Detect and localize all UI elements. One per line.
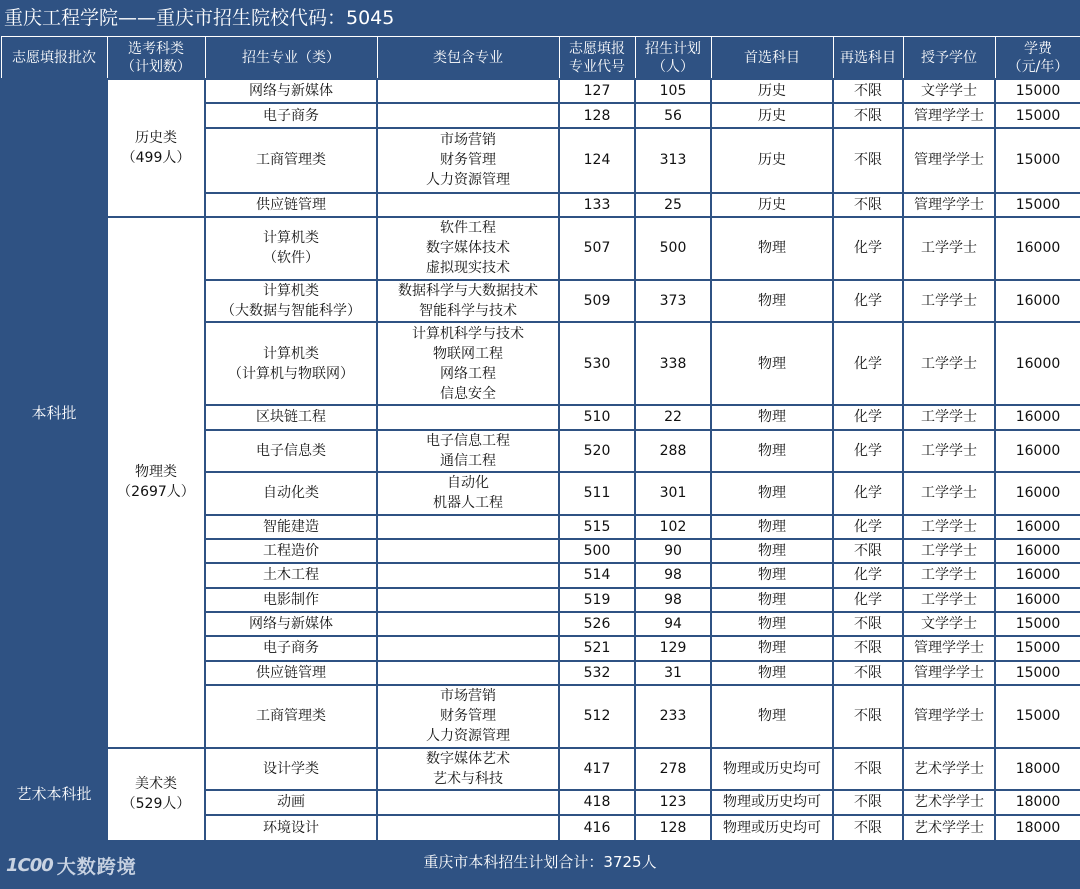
first-subject-cell: 物理 — [711, 563, 833, 587]
header-includes: 类包含专业 — [377, 37, 559, 80]
major-cell: 环境设计 — [205, 815, 377, 841]
code-cell: 124 — [559, 128, 635, 193]
first-subject-cell: 物理或历史均可 — [711, 748, 833, 791]
includes-cell: 计算机科学与技术 物联网工程 网络工程 信息安全 — [377, 322, 559, 405]
second-subject-cell: 不限 — [833, 79, 903, 103]
includes-cell: 电子信息工程 通信工程 — [377, 430, 559, 473]
fee-cell: 16000 — [995, 280, 1080, 323]
plan-cell: 102 — [635, 515, 711, 539]
major-cell: 计算机类 （计算机与物联网） — [205, 322, 377, 405]
fee-cell: 16000 — [995, 588, 1080, 612]
major-cell: 网络与新媒体 — [205, 79, 377, 103]
footer — [0, 842, 1080, 889]
fee-cell: 15000 — [995, 612, 1080, 636]
second-subject-cell: 不限 — [833, 193, 903, 217]
fee-cell: 16000 — [995, 217, 1080, 280]
degree-cell: 管理学学士 — [903, 636, 995, 660]
second-subject-cell: 不限 — [833, 748, 903, 791]
header-major: 招生专业（类） — [205, 37, 377, 80]
major-cell: 工程造价 — [205, 539, 377, 563]
fee-cell: 16000 — [995, 472, 1080, 515]
major-cell: 区块链工程 — [205, 405, 377, 429]
code-cell: 510 — [559, 405, 635, 429]
first-subject-cell: 物理 — [711, 539, 833, 563]
degree-cell: 工学学士 — [903, 588, 995, 612]
major-cell: 动画 — [205, 790, 377, 814]
code-cell: 416 — [559, 815, 635, 841]
second-subject-cell: 不限 — [833, 612, 903, 636]
includes-cell — [377, 588, 559, 612]
second-subject-cell: 不限 — [833, 790, 903, 814]
batch-cell: 艺术本科批 — [1, 748, 107, 841]
code-cell: 511 — [559, 472, 635, 515]
header-code: 志愿填报 专业代号 — [559, 37, 635, 80]
plan-cell: 123 — [635, 790, 711, 814]
degree-cell: 工学学士 — [903, 563, 995, 587]
first-subject-cell: 历史 — [711, 128, 833, 193]
plan-cell: 128 — [635, 815, 711, 841]
plan-cell: 22 — [635, 405, 711, 429]
plan-cell: 94 — [635, 612, 711, 636]
includes-cell — [377, 563, 559, 587]
second-subject-cell: 不限 — [833, 815, 903, 841]
major-cell: 自动化类 — [205, 472, 377, 515]
includes-cell — [377, 515, 559, 539]
includes-cell: 软件工程 数字媒体技术 虚拟现实技术 — [377, 217, 559, 280]
code-cell: 128 — [559, 103, 635, 127]
header-plan: 招生计划 （人） — [635, 37, 711, 80]
second-subject-cell: 化学 — [833, 472, 903, 515]
fee-cell: 15000 — [995, 128, 1080, 193]
major-cell: 供应链管理 — [205, 661, 377, 685]
code-cell: 521 — [559, 636, 635, 660]
degree-cell: 工学学士 — [903, 322, 995, 405]
degree-cell: 艺术学学士 — [903, 815, 995, 841]
first-subject-cell: 物理或历史均可 — [711, 815, 833, 841]
plan-cell: 105 — [635, 79, 711, 103]
includes-cell — [377, 790, 559, 814]
includes-cell — [377, 661, 559, 685]
first-subject-cell: 物理 — [711, 322, 833, 405]
includes-cell — [377, 539, 559, 563]
second-subject-cell: 化学 — [833, 588, 903, 612]
code-cell: 417 — [559, 748, 635, 791]
major-cell: 设计学类 — [205, 748, 377, 791]
code-cell: 530 — [559, 322, 635, 405]
first-subject-cell: 物理 — [711, 280, 833, 323]
admission-plan-table — [0, 36, 1080, 842]
code-cell: 514 — [559, 563, 635, 587]
header-category: 选考科类 （计划数） — [107, 37, 205, 80]
plan-cell: 288 — [635, 430, 711, 473]
second-subject-cell: 化学 — [833, 405, 903, 429]
includes-cell: 市场营销 财务管理 人力资源管理 — [377, 685, 559, 748]
first-subject-cell: 历史 — [711, 103, 833, 127]
first-subject-cell: 物理或历史均可 — [711, 790, 833, 814]
category-cell: 历史类 （499人） — [107, 79, 205, 217]
first-subject-cell: 物理 — [711, 588, 833, 612]
second-subject-cell: 不限 — [833, 685, 903, 748]
degree-cell: 文学学士 — [903, 79, 995, 103]
header-batch: 志愿填报批次 — [1, 37, 107, 80]
plan-cell: 373 — [635, 280, 711, 323]
plan-cell: 278 — [635, 748, 711, 791]
fee-cell: 18000 — [995, 815, 1080, 841]
plan-cell: 31 — [635, 661, 711, 685]
first-subject-cell: 物理 — [711, 430, 833, 473]
second-subject-cell: 化学 — [833, 322, 903, 405]
degree-cell: 工学学士 — [903, 472, 995, 515]
major-cell: 网络与新媒体 — [205, 612, 377, 636]
category-cell: 美术类 （529人） — [107, 748, 205, 841]
plan-cell: 313 — [635, 128, 711, 193]
first-subject-cell: 历史 — [711, 79, 833, 103]
includes-cell — [377, 405, 559, 429]
major-cell: 智能建造 — [205, 515, 377, 539]
header-fee: 学费 （元/年） — [995, 37, 1080, 80]
table-row — [1, 748, 1080, 791]
code-cell: 526 — [559, 612, 635, 636]
plan-cell: 233 — [635, 685, 711, 748]
second-subject-cell: 不限 — [833, 636, 903, 660]
total-plan-text: 重庆市本科招生计划合计：3725人 — [423, 853, 657, 871]
degree-cell: 文学学士 — [903, 612, 995, 636]
fee-cell: 18000 — [995, 790, 1080, 814]
table-row — [1, 79, 1080, 103]
fee-cell: 16000 — [995, 515, 1080, 539]
major-cell: 计算机类 （大数据与智能科学） — [205, 280, 377, 323]
second-subject-cell: 不限 — [833, 128, 903, 193]
includes-cell: 数字媒体艺术 艺术与科技 — [377, 748, 559, 791]
fee-cell: 16000 — [995, 322, 1080, 405]
major-cell: 电子商务 — [205, 636, 377, 660]
fee-cell: 16000 — [995, 430, 1080, 473]
code-cell: 515 — [559, 515, 635, 539]
major-cell: 工商管理类 — [205, 128, 377, 193]
fee-cell: 15000 — [995, 193, 1080, 217]
code-cell: 133 — [559, 193, 635, 217]
degree-cell: 工学学士 — [903, 515, 995, 539]
code-cell: 418 — [559, 790, 635, 814]
includes-cell — [377, 79, 559, 103]
first-subject-cell: 物理 — [711, 217, 833, 280]
second-subject-cell: 化学 — [833, 217, 903, 280]
second-subject-cell: 不限 — [833, 103, 903, 127]
fee-cell: 18000 — [995, 748, 1080, 791]
first-subject-cell: 历史 — [711, 193, 833, 217]
plan-cell: 90 — [635, 539, 711, 563]
degree-cell: 管理学学士 — [903, 685, 995, 748]
fee-cell: 16000 — [995, 405, 1080, 429]
includes-cell: 数据科学与大数据技术 智能科学与技术 — [377, 280, 559, 323]
major-cell: 计算机类 （软件） — [205, 217, 377, 280]
degree-cell: 工学学士 — [903, 217, 995, 280]
fee-cell: 15000 — [995, 103, 1080, 127]
degree-cell: 艺术学学士 — [903, 790, 995, 814]
code-cell: 519 — [559, 588, 635, 612]
code-cell: 509 — [559, 280, 635, 323]
fee-cell: 15000 — [995, 685, 1080, 748]
fee-cell: 16000 — [995, 539, 1080, 563]
brand-logo — [6, 850, 137, 880]
code-cell: 500 — [559, 539, 635, 563]
includes-cell: 自动化 机器人工程 — [377, 472, 559, 515]
degree-cell: 工学学士 — [903, 280, 995, 323]
table-header-row — [1, 37, 1080, 80]
plan-cell: 301 — [635, 472, 711, 515]
first-subject-cell: 物理 — [711, 515, 833, 539]
second-subject-cell: 不限 — [833, 539, 903, 563]
fee-cell: 15000 — [995, 79, 1080, 103]
header-degree: 授予学位 — [903, 37, 995, 80]
second-subject-cell: 化学 — [833, 280, 903, 323]
code-cell: 512 — [559, 685, 635, 748]
first-subject-cell: 物理 — [711, 636, 833, 660]
second-subject-cell: 不限 — [833, 661, 903, 685]
degree-cell: 艺术学学士 — [903, 748, 995, 791]
header-first-subject: 首选科目 — [711, 37, 833, 80]
plan-cell: 98 — [635, 563, 711, 587]
degree-cell: 管理学学士 — [903, 193, 995, 217]
second-subject-cell: 化学 — [833, 563, 903, 587]
major-cell: 土木工程 — [205, 563, 377, 587]
plan-cell: 129 — [635, 636, 711, 660]
code-cell: 532 — [559, 661, 635, 685]
fee-cell: 15000 — [995, 661, 1080, 685]
batch-cell: 本科批 — [1, 79, 107, 748]
logo-mark-icon: 1C00 — [6, 854, 53, 876]
table-row — [1, 217, 1080, 280]
includes-cell — [377, 612, 559, 636]
major-cell: 供应链管理 — [205, 193, 377, 217]
degree-cell: 工学学士 — [903, 405, 995, 429]
second-subject-cell: 化学 — [833, 430, 903, 473]
includes-cell — [377, 193, 559, 217]
major-cell: 电子商务 — [205, 103, 377, 127]
first-subject-cell: 物理 — [711, 612, 833, 636]
plan-cell: 25 — [635, 193, 711, 217]
code-cell: 520 — [559, 430, 635, 473]
degree-cell: 工学学士 — [903, 430, 995, 473]
major-cell: 电影制作 — [205, 588, 377, 612]
code-cell: 127 — [559, 79, 635, 103]
header-second-subject: 再选科目 — [833, 37, 903, 80]
plan-cell: 56 — [635, 103, 711, 127]
major-cell: 电子信息类 — [205, 430, 377, 473]
degree-cell: 管理学学士 — [903, 103, 995, 127]
includes-cell — [377, 636, 559, 660]
logo-text: 大数跨境 — [56, 855, 137, 878]
degree-cell: 管理学学士 — [903, 661, 995, 685]
category-cell: 物理类 （2697人） — [107, 217, 205, 748]
first-subject-cell: 物理 — [711, 472, 833, 515]
page-title: 重庆工程学院——重庆市招生院校代码：5045 — [0, 0, 1080, 36]
degree-cell: 工学学士 — [903, 539, 995, 563]
first-subject-cell: 物理 — [711, 405, 833, 429]
second-subject-cell: 化学 — [833, 515, 903, 539]
includes-cell — [377, 815, 559, 841]
plan-cell: 500 — [635, 217, 711, 280]
plan-cell: 98 — [635, 588, 711, 612]
degree-cell: 管理学学士 — [903, 128, 995, 193]
first-subject-cell: 物理 — [711, 661, 833, 685]
code-cell: 507 — [559, 217, 635, 280]
includes-cell — [377, 103, 559, 127]
first-subject-cell: 物理 — [711, 685, 833, 748]
major-cell: 工商管理类 — [205, 685, 377, 748]
plan-cell: 338 — [635, 322, 711, 405]
includes-cell: 市场营销 财务管理 人力资源管理 — [377, 128, 559, 193]
fee-cell: 16000 — [995, 563, 1080, 587]
fee-cell: 15000 — [995, 636, 1080, 660]
